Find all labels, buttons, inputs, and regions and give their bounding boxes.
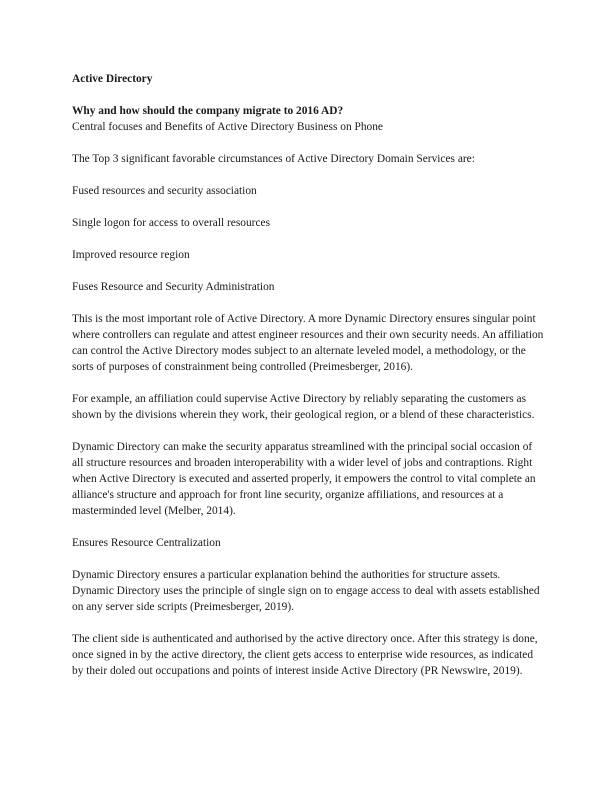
list-item: Fused resources and security association (72, 185, 257, 197)
document-subtitle: Central focuses and Benefits of Active Directory Business on Phone (72, 121, 383, 133)
document-question: Why and how should the company migrate to 2016 AD? (72, 105, 344, 117)
body-paragraph: Dynamic Directory can make the security apparatus streamlined with the principal social occasion of all structure resources and broaden interoperability with a wider level of jobs and contraptions. Right when Active Directory is executed and asserted properly, it empowers the control to vital complete an alliance's structure and approach for front line security, organize affiliations, and resources at a masterminded level (Melber, 2014). (72, 441, 536, 517)
body-paragraph: This is the most important role of Active Directory. A more Dynamic Directory ensures singular point where controllers can regulate and attest engineer resources and their own security needs. An affiliation can control the Active Directory modes subject to an alternate leveled model, a methodology, or the sorts of purposes of constrainment being controlled (Preimesberger, 2016). (72, 313, 544, 373)
section-heading: Fuses Resource and Security Administration (72, 281, 275, 293)
document-body (72, 71, 544, 695)
list-item: Single logon for access to overall resources (72, 217, 271, 229)
body-paragraph: Dynamic Directory ensures a particular explanation behind the authorities for structure assets. Dynamic Directory uses the principle of single sign on to engage access to deal with assets established on any server side scripts (Preimesberger, 2019). (72, 569, 540, 613)
document-title: Active Directory (72, 73, 153, 85)
section-heading: Ensures Resource Centralization (72, 537, 221, 549)
list-item: Improved resource region (72, 249, 190, 261)
intro-paragraph: The Top 3 significant favorable circumstances of Active Directory Domain Services are: (72, 153, 475, 165)
body-paragraph: The client side is authenticated and authorised by the active directory once. After this strategy is done, once signed in by the active directory, the client gets access to enterprise wide resources, as indicated by their doled out occupations and points of interest inside Active Directory (PR Newswire, 2019). (72, 633, 538, 677)
body-paragraph: For example, an affiliation could supervise Active Directory by reliably separating the customers as shown by the divisions wherein they work, their geological region, or a blend of these characteristics. (72, 393, 535, 421)
